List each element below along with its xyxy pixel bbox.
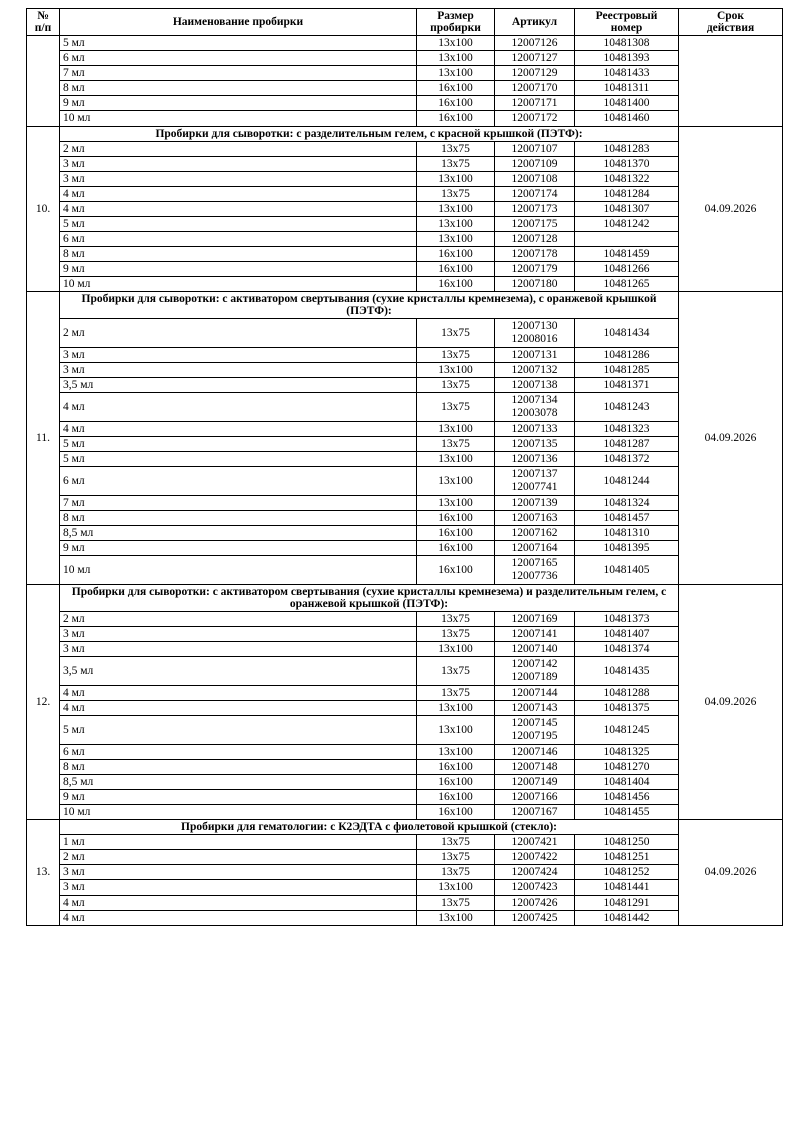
tube-size: 13x100 — [417, 51, 495, 66]
tube-article: 12007142 12007189 — [495, 657, 575, 686]
tube-size: 13x75 — [417, 156, 495, 171]
tube-volume: 2 мл — [60, 850, 417, 865]
tube-registry-number: 10481288 — [575, 686, 679, 701]
table-row — [27, 96, 783, 111]
table-row — [27, 437, 783, 452]
tube-article: 12007135 — [495, 437, 575, 452]
header-name: Наименование пробирки — [60, 9, 417, 36]
table-row — [27, 790, 783, 805]
tube-article: 12007145 12007195 — [495, 716, 575, 745]
tube-volume: 10 мл — [60, 277, 417, 292]
tube-registry-number: 10481287 — [575, 437, 679, 452]
tube-article: 12007138 — [495, 378, 575, 393]
section-title: Пробирки для сыворотки: с активатором свертывания (сухие кристаллы кремнезема) и разделительным гелем, с оранжевой крышкой (ПЭТФ): — [60, 584, 679, 611]
tube-size: 13x75 — [417, 378, 495, 393]
tube-volume: 7 мл — [60, 495, 417, 510]
header-size-line2: пробирки — [430, 22, 481, 35]
tube-size: 16x100 — [417, 526, 495, 541]
tube-registry-number: 10481242 — [575, 216, 679, 231]
tube-registry-number: 10481266 — [575, 262, 679, 277]
tube-article: 12007140 — [495, 642, 575, 657]
validity-date: 04.09.2026 — [679, 584, 783, 819]
tube-size: 13x100 — [417, 880, 495, 895]
tube-size: 16x100 — [417, 81, 495, 96]
table-row — [27, 744, 783, 759]
tube-volume: 1 мл — [60, 835, 417, 850]
tube-article: 12007166 — [495, 790, 575, 805]
tube-article: 12007132 — [495, 363, 575, 378]
tube-volume: 3 мл — [60, 363, 417, 378]
header-number-line2: п/п — [34, 22, 52, 35]
tube-size: 13x75 — [417, 319, 495, 348]
tube-volume: 9 мл — [60, 790, 417, 805]
table-row — [27, 378, 783, 393]
tube-registry-number: 10481285 — [575, 363, 679, 378]
table-row — [27, 716, 783, 745]
tube-registry-number: 10481373 — [575, 612, 679, 627]
tube-registry-number: 10481375 — [575, 701, 679, 716]
table-row — [27, 36, 783, 51]
tube-registry-number: 10481270 — [575, 759, 679, 774]
section-header-row — [27, 126, 783, 141]
tube-size: 16x100 — [417, 556, 495, 585]
table-row — [27, 186, 783, 201]
tube-size: 13x75 — [417, 141, 495, 156]
header-registry-line1: Реестровый — [595, 10, 658, 22]
tube-article: 12007136 — [495, 452, 575, 467]
table-row — [27, 277, 783, 292]
table-row — [27, 247, 783, 262]
table-row — [27, 835, 783, 850]
tube-size: 13x100 — [417, 422, 495, 437]
tube-size: 13x100 — [417, 66, 495, 81]
tube-registry-number: 10481310 — [575, 526, 679, 541]
tube-volume: 3 мл — [60, 156, 417, 171]
tube-size: 16x100 — [417, 262, 495, 277]
validity-date — [679, 36, 783, 126]
tube-article: 12007107 — [495, 141, 575, 156]
tube-size: 13x75 — [417, 612, 495, 627]
tube-registry-number: 10481457 — [575, 511, 679, 526]
table-row — [27, 895, 783, 910]
tube-size: 13x100 — [417, 363, 495, 378]
tube-article: 12007144 — [495, 686, 575, 701]
tube-registry-number: 10481441 — [575, 880, 679, 895]
tube-volume: 3 мл — [60, 627, 417, 642]
table-row — [27, 452, 783, 467]
table-row — [27, 775, 783, 790]
table-row — [27, 363, 783, 378]
tube-volume: 9 мл — [60, 541, 417, 556]
tube-registry-number: 10481243 — [575, 393, 679, 422]
tube-article: 12007137 12007741 — [495, 467, 575, 496]
tube-size: 13x100 — [417, 744, 495, 759]
tube-registry-number: 10481371 — [575, 378, 679, 393]
tube-article: 12007146 — [495, 744, 575, 759]
tube-registry-number: 10481251 — [575, 850, 679, 865]
tube-article: 12007174 — [495, 186, 575, 201]
tube-volume: 10 мл — [60, 556, 417, 585]
tube-size: 13x75 — [417, 686, 495, 701]
tube-volume: 2 мл — [60, 141, 417, 156]
tube-article: 12007126 — [495, 36, 575, 51]
header-registry-line2: номер — [610, 22, 643, 35]
tube-registry-number: 10481407 — [575, 627, 679, 642]
tube-size: 13x100 — [417, 171, 495, 186]
table-row — [27, 231, 783, 246]
tube-size: 13x75 — [417, 865, 495, 880]
section-header-row — [27, 820, 783, 835]
header-size — [417, 9, 495, 36]
table-row — [27, 141, 783, 156]
tube-size: 13x75 — [417, 895, 495, 910]
tube-article: 12007134 12003078 — [495, 393, 575, 422]
tube-volume: 3 мл — [60, 865, 417, 880]
tube-size: 13x100 — [417, 452, 495, 467]
table-row — [27, 51, 783, 66]
tube-registry-number: 10481265 — [575, 277, 679, 292]
table-row — [27, 541, 783, 556]
header-registry — [575, 9, 679, 36]
tube-volume: 3 мл — [60, 880, 417, 895]
table-row — [27, 81, 783, 96]
tube-volume: 8 мл — [60, 759, 417, 774]
tube-registry-number: 10481434 — [575, 319, 679, 348]
tube-volume: 4 мл — [60, 201, 417, 216]
tube-volume: 9 мл — [60, 96, 417, 111]
tube-registry-number: 10481456 — [575, 790, 679, 805]
tube-article: 12007162 — [495, 526, 575, 541]
tube-size: 16x100 — [417, 111, 495, 126]
tube-size: 16x100 — [417, 805, 495, 820]
tube-registry-number: 10481400 — [575, 96, 679, 111]
section-number — [27, 36, 60, 126]
table-row — [27, 511, 783, 526]
section-number: 11. — [27, 292, 60, 585]
table-row — [27, 627, 783, 642]
table-row — [27, 556, 783, 585]
tube-size: 13x100 — [417, 467, 495, 496]
tube-size: 16x100 — [417, 775, 495, 790]
tube-registry-number: 10481393 — [575, 51, 679, 66]
tube-size: 13x100 — [417, 36, 495, 51]
table-row — [27, 526, 783, 541]
tube-article: 12007165 12007736 — [495, 556, 575, 585]
tube-volume: 6 мл — [60, 467, 417, 496]
header-size-line1: Размер — [437, 10, 474, 22]
tube-article: 12007175 — [495, 216, 575, 231]
tube-volume: 10 мл — [60, 805, 417, 820]
tube-volume: 8,5 мл — [60, 775, 417, 790]
tube-size: 13x100 — [417, 910, 495, 925]
header-row — [27, 9, 783, 36]
section-header-row — [27, 584, 783, 611]
tube-article: 12007139 — [495, 495, 575, 510]
tube-registry-number: 10481252 — [575, 865, 679, 880]
table-row — [27, 642, 783, 657]
tube-volume: 8 мл — [60, 247, 417, 262]
table-row — [27, 865, 783, 880]
tube-article: 12007164 — [495, 541, 575, 556]
validity-date: 04.09.2026 — [679, 820, 783, 925]
tube-registry-number: 10481244 — [575, 467, 679, 496]
table-row — [27, 467, 783, 496]
tube-article: 12007141 — [495, 627, 575, 642]
tube-volume: 5 мл — [60, 452, 417, 467]
table-row — [27, 612, 783, 627]
tube-registry-number: 10481311 — [575, 81, 679, 96]
tube-registry-number: 10481370 — [575, 156, 679, 171]
tube-size: 13x75 — [417, 627, 495, 642]
tube-article: 12007148 — [495, 759, 575, 774]
tube-article: 12007423 — [495, 880, 575, 895]
tube-article: 12007129 — [495, 66, 575, 81]
tube-volume: 2 мл — [60, 612, 417, 627]
tube-volume: 4 мл — [60, 186, 417, 201]
tube-article: 12007128 — [495, 231, 575, 246]
table-row — [27, 805, 783, 820]
tube-article: 12007172 — [495, 111, 575, 126]
tube-size: 13x100 — [417, 495, 495, 510]
tube-article: 12007179 — [495, 262, 575, 277]
tube-article: 12007131 — [495, 348, 575, 363]
tube-registry-number: 10481307 — [575, 201, 679, 216]
tube-registry-number: 10481308 — [575, 36, 679, 51]
tube-volume: 9 мл — [60, 262, 417, 277]
tube-article: 12007425 — [495, 910, 575, 925]
tube-registry-number: 10481324 — [575, 495, 679, 510]
table-row — [27, 111, 783, 126]
validity-date: 04.09.2026 — [679, 126, 783, 292]
section-title: Пробирки для сыворотки: с активатором свертывания (сухие кристаллы кремнезема), с оранжевой крышкой (ПЭТФ): — [60, 292, 679, 319]
tube-registry-number: 10481325 — [575, 744, 679, 759]
section-title: Пробирки для сыворотки: с разделительным гелем, с красной крышкой (ПЭТФ): — [60, 126, 679, 141]
header-validity-line1: Срок — [716, 10, 745, 22]
tube-size: 16x100 — [417, 247, 495, 262]
table-row — [27, 686, 783, 701]
tube-registry-number: 10481433 — [575, 66, 679, 81]
tube-article: 12007149 — [495, 775, 575, 790]
tube-volume: 5 мл — [60, 36, 417, 51]
tube-volume: 3,5 мл — [60, 657, 417, 686]
tube-size: 13x100 — [417, 701, 495, 716]
tube-article: 12007130 12008016 — [495, 319, 575, 348]
tube-registry-number: 10481435 — [575, 657, 679, 686]
tube-registry-number: 10481283 — [575, 141, 679, 156]
tube-volume: 3 мл — [60, 642, 417, 657]
header-article: Артикул — [495, 9, 575, 36]
tube-volume: 8,5 мл — [60, 526, 417, 541]
tube-article: 12007422 — [495, 850, 575, 865]
tube-registry-number: 10481395 — [575, 541, 679, 556]
tube-volume: 3 мл — [60, 348, 417, 363]
tube-volume: 8 мл — [60, 511, 417, 526]
table-row — [27, 216, 783, 231]
tube-volume: 4 мл — [60, 701, 417, 716]
tube-size: 13x75 — [417, 437, 495, 452]
section-header-row — [27, 292, 783, 319]
section-number: 10. — [27, 126, 60, 292]
tube-size: 16x100 — [417, 277, 495, 292]
tube-article: 12007424 — [495, 865, 575, 880]
tube-size: 13x100 — [417, 201, 495, 216]
tube-article: 12007109 — [495, 156, 575, 171]
tube-registry-number: 10481286 — [575, 348, 679, 363]
tube-article: 12007421 — [495, 835, 575, 850]
tube-volume: 3,5 мл — [60, 378, 417, 393]
tube-volume: 4 мл — [60, 686, 417, 701]
tube-volume: 5 мл — [60, 216, 417, 231]
tube-volume: 4 мл — [60, 422, 417, 437]
tube-article: 12007108 — [495, 171, 575, 186]
table-row — [27, 156, 783, 171]
table-row — [27, 422, 783, 437]
tube-size: 16x100 — [417, 759, 495, 774]
table-row — [27, 348, 783, 363]
table-row — [27, 910, 783, 925]
tube-registry-number — [575, 231, 679, 246]
table-row — [27, 701, 783, 716]
table-row — [27, 262, 783, 277]
tube-registry-number: 10481323 — [575, 422, 679, 437]
tube-article: 12007167 — [495, 805, 575, 820]
tube-registry-number: 10481322 — [575, 171, 679, 186]
table-row — [27, 850, 783, 865]
tube-volume: 10 мл — [60, 111, 417, 126]
tube-article: 12007133 — [495, 422, 575, 437]
tube-registry-number: 10481405 — [575, 556, 679, 585]
tube-article: 12007163 — [495, 511, 575, 526]
tube-volume: 4 мл — [60, 895, 417, 910]
tube-registry-number: 10481460 — [575, 111, 679, 126]
tube-size: 16x100 — [417, 96, 495, 111]
tube-article: 12007170 — [495, 81, 575, 96]
tube-article: 12007173 — [495, 201, 575, 216]
tube-article: 12007169 — [495, 612, 575, 627]
tube-article: 12007180 — [495, 277, 575, 292]
header-validity-line2: действия — [706, 22, 755, 35]
tube-registry-number: 10481245 — [575, 716, 679, 745]
header-validity — [679, 9, 783, 36]
table-row — [27, 657, 783, 686]
tube-registry-number: 10481374 — [575, 642, 679, 657]
tube-registry-number: 10481459 — [575, 247, 679, 262]
tube-volume: 2 мл — [60, 319, 417, 348]
tube-volume: 6 мл — [60, 744, 417, 759]
tube-size: 13x75 — [417, 835, 495, 850]
section-number: 12. — [27, 584, 60, 819]
tube-volume: 5 мл — [60, 716, 417, 745]
table-row — [27, 393, 783, 422]
tube-size: 16x100 — [417, 541, 495, 556]
tube-volume: 5 мл — [60, 437, 417, 452]
tube-size: 13x100 — [417, 216, 495, 231]
tube-registry-number: 10481250 — [575, 835, 679, 850]
tube-volume: 8 мл — [60, 81, 417, 96]
tube-article: 12007127 — [495, 51, 575, 66]
tube-volume: 7 мл — [60, 66, 417, 81]
header-number-line1: № — [37, 10, 49, 22]
tube-article: 12007426 — [495, 895, 575, 910]
validity-date: 04.09.2026 — [679, 292, 783, 585]
tube-size: 13x100 — [417, 231, 495, 246]
tube-registry-number: 10481442 — [575, 910, 679, 925]
tube-article: 12007178 — [495, 247, 575, 262]
tube-registry-number: 10481404 — [575, 775, 679, 790]
tube-size: 16x100 — [417, 790, 495, 805]
tube-size: 13x75 — [417, 850, 495, 865]
section-number: 13. — [27, 820, 60, 925]
table-row — [27, 759, 783, 774]
tube-article: 12007171 — [495, 96, 575, 111]
table-row — [27, 171, 783, 186]
tube-size: 13x75 — [417, 657, 495, 686]
tube-size: 13x75 — [417, 186, 495, 201]
table-row — [27, 66, 783, 81]
table-row — [27, 201, 783, 216]
tube-registry-number: 10481455 — [575, 805, 679, 820]
tube-volume: 6 мл — [60, 231, 417, 246]
table-row — [27, 319, 783, 348]
tube-volume: 6 мл — [60, 51, 417, 66]
table-row — [27, 495, 783, 510]
tube-size: 13x75 — [417, 393, 495, 422]
tube-volume: 4 мл — [60, 910, 417, 925]
tube-registry-table — [26, 8, 783, 926]
tube-size: 16x100 — [417, 511, 495, 526]
header-number — [27, 9, 60, 36]
table-row — [27, 880, 783, 895]
tube-registry-number: 10481284 — [575, 186, 679, 201]
tube-volume: 4 мл — [60, 393, 417, 422]
tube-size: 13x75 — [417, 348, 495, 363]
tube-size: 13x100 — [417, 642, 495, 657]
section-title: Пробирки для гематологии: с К2ЭДТА с фиолетовой крышкой (стекло): — [60, 820, 679, 835]
tube-size: 13x100 — [417, 716, 495, 745]
table-head — [27, 9, 783, 36]
tube-registry-number: 10481291 — [575, 895, 679, 910]
tube-volume: 3 мл — [60, 171, 417, 186]
tube-article: 12007143 — [495, 701, 575, 716]
table-body — [27, 36, 783, 926]
tube-registry-number: 10481372 — [575, 452, 679, 467]
